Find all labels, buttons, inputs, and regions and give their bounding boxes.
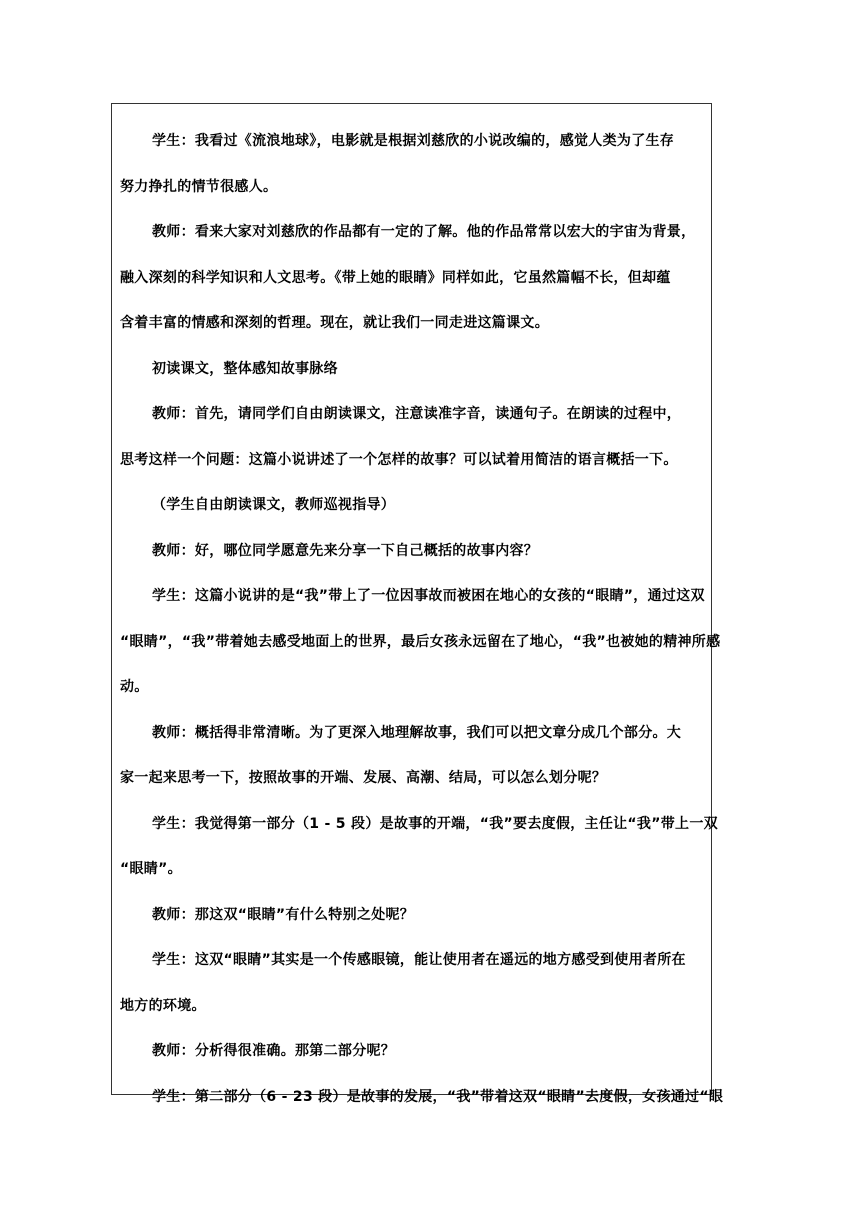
document-frame [111,103,724,1105]
text-line: 努力挣扎的情节很感人。 [120,178,278,195]
text-line: “眼睛”，“我”带着她去感受地面上的世界，最后女孩永远留在了地心，“我”也被她的精神所感 [120,633,721,650]
text-line: 学生：这双“眼睛”其实是一个传感眼镜，能让使用者在遥远的地方感受到使用者所在 [152,952,686,968]
text-line: 教师：概括得非常清晰。为了更深入地理解故事，我们可以把文章分成几个部分。大 [152,724,682,741]
text-line: 融入深刻的科学知识和人文思考。《带上她的眼睛》同样如此，它虽然篇幅不长，但却蕴 [120,269,671,286]
paragraph-teacher-2 [120,392,703,483]
paragraph-teacher-6 [120,1029,703,1075]
text-line: 地方的环境。 [120,997,206,1014]
text-line: 教师：看来大家对刘慈欣的作品都有一定的了解。他的作品常常以宏大的宇宙为背景， [152,224,696,240]
paragraph-teacher-5 [120,893,703,939]
paragraph-teacher-3 [120,529,703,575]
paragraph-student-1 [120,119,703,210]
text-line: 家一起来思考一下，按照故事的开端、发展、高潮、结局，可以怎么划分呢？ [120,770,607,786]
paragraph-student-3 [120,802,718,893]
paragraph-student-5 [120,1075,724,1121]
text-line: 教师：分析得很准确。那第二部分呢？ [152,1043,396,1059]
paragraph-teacher-1 [120,210,703,347]
text-line: 学生：这篇小说讲的是“我”带上了一位因事故而被困在地心的女孩的“眼睛”，通过这双 [152,588,705,604]
stage-direction [120,483,703,529]
text-line: 初读课文，整体感知故事脉络 [152,360,338,377]
text-line: 含着丰富的情感和深刻的哲理。现在，就让我们一同走进这篇课文。 [120,315,549,331]
section-heading [120,347,703,393]
paragraph-teacher-4 [120,711,703,802]
text-line: 动。 [120,679,149,695]
text-line: （学生自由朗读课文，教师巡视指导） [152,497,396,513]
document-body [120,119,724,1120]
text-line: 教师：首先，请同学们自由朗读课文，注意读准字音，读通句子。在朗读的过程中， [152,406,682,422]
text-line: “眼睛”。 [120,861,182,877]
paragraph-student-4 [120,938,703,1029]
text-line: 教师：那这双“眼睛”有什么特别之处呢？ [152,906,415,923]
text-line: 学生：第二部分（6 - 23 段）是故事的发展，“我”带着这双“眼睛”去度假，女孩通过“眼 [152,1088,724,1105]
text-line: 学生：我觉得第一部分（1 - 5 段）是故事的开端，“我”要去度假，主任让“我”带上一双 [152,815,718,832]
paragraph-student-2 [120,574,721,711]
text-line: 思考这样一个问题：这篇小说讲述了一个怎样的故事？可以试着用简洁的语言概括一下。 [120,451,678,468]
text-line: 教师：好，哪位同学愿意先来分享一下自己概括的故事内容？ [152,542,539,559]
text-line: 学生：我看过《流浪地球》，电影就是根据刘慈欣的小说改编的，感觉人类为了生存 [152,133,675,149]
